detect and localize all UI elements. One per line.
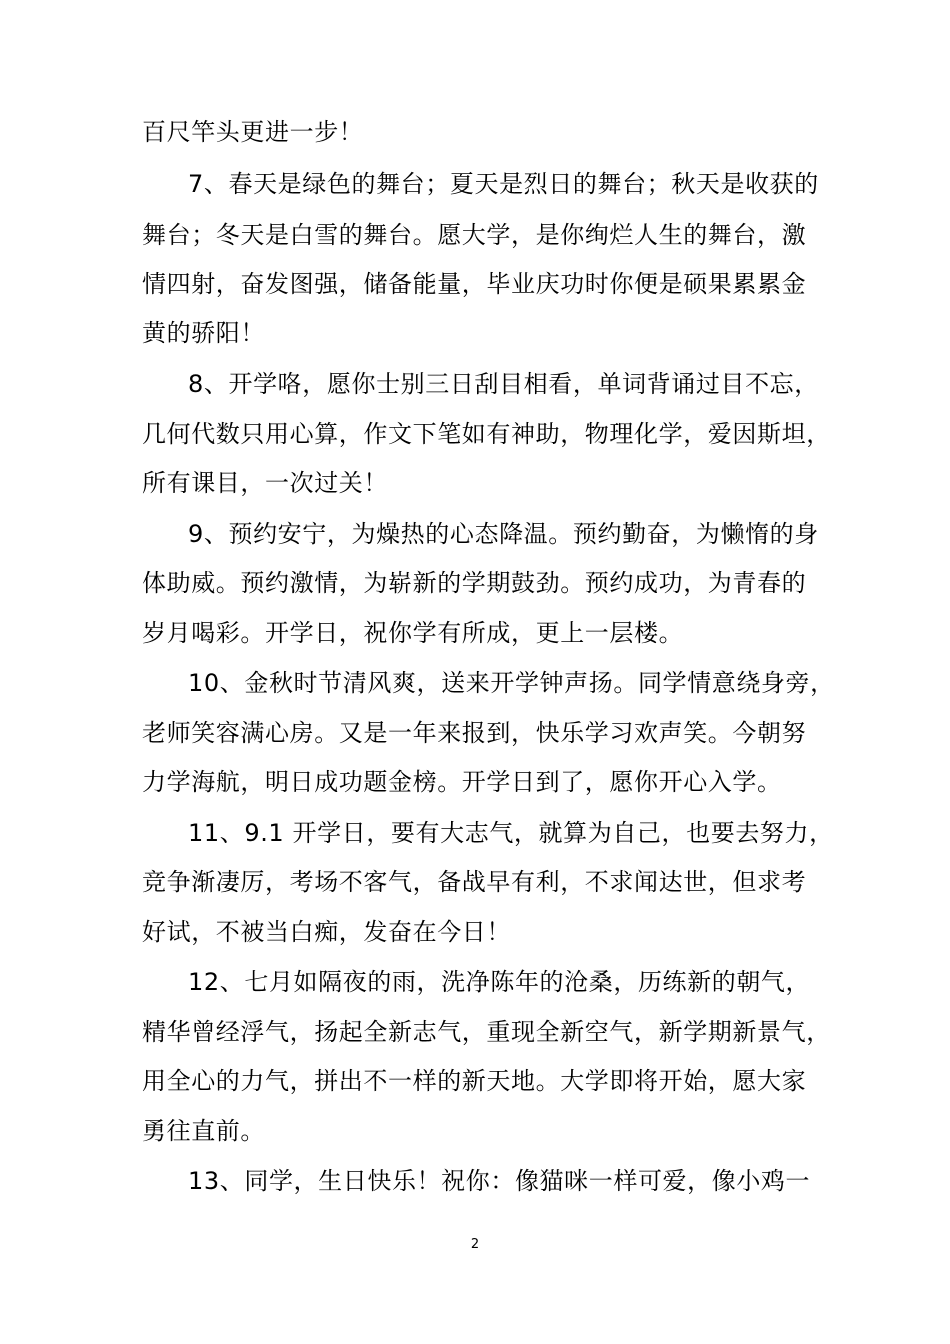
text-line: 12、七月如隔夜的雨，洗净陈年的沧桑，历练新的朝气， [188, 968, 811, 996]
page-number: 2 [470, 1237, 480, 1252]
text-line: 好试，不被当白痴，发奋在今日！ [142, 918, 511, 946]
text-line: 岁月喝彩。开学日，祝你学有所成，更上一层楼。 [142, 619, 684, 647]
text-line: 所有课目，一次过关！ [142, 469, 388, 497]
text-line: 竞争渐凄厉，考场不客气，备战早有利，不求闻达世，但求考 [142, 868, 807, 896]
text-line: 勇往直前。 [142, 1117, 265, 1145]
text-line: 13、同学，生日快乐！祝你：像猫咪一样可爱，像小鸡一 [188, 1167, 811, 1195]
text-line: 10、金秋时节清风爽，送来开学钟声扬。同学情意绕身旁， [188, 669, 835, 697]
text-line: 情四射，奋发图强，储备能量，毕业庆功时你便是硕果累累金 [142, 270, 807, 298]
text-line: 体助威。预约激情，为崭新的学期鼓劲。预约成功，为青春的 [142, 569, 807, 597]
text-line: 老师笑容满心房。又是一年来报到，快乐学习欢声笑。今朝努 [142, 719, 807, 747]
text-line: 8、开学咯，愿你士别三日刮目相看，单词背诵过目不忘， [188, 370, 819, 398]
text-line: 9、预约安宁，为燥热的心态降温。预约勤奋，为懒惰的身 [188, 520, 819, 548]
text-line: 黄的骄阳！ [142, 319, 265, 347]
text-line: 用全心的力气，拼出不一样的新天地。大学即将开始，愿大家 [142, 1067, 807, 1095]
text-line: 力学海航，明日成功题金榜。开学日到了，愿你开心入学。 [142, 768, 782, 796]
text-line: 百尺竿头更进一步！ [142, 118, 364, 146]
text-line: 精华曾经浮气，扬起全新志气，重现全新空气，新学期新景气， [142, 1018, 831, 1046]
text-line: 舞台；冬天是白雪的舞台。愿大学，是你绚烂人生的舞台，激 [142, 221, 807, 249]
text-line: 11、9.1 开学日，要有大志气，就算为自己，也要去努力， [188, 819, 834, 847]
text-line: 7、春天是绿色的舞台；夏天是烈日的舞台；秋天是收获的 [188, 170, 819, 198]
text-line: 几何代数只用心算，作文下笔如有神助，物理化学，爱因斯坦， [142, 420, 831, 448]
